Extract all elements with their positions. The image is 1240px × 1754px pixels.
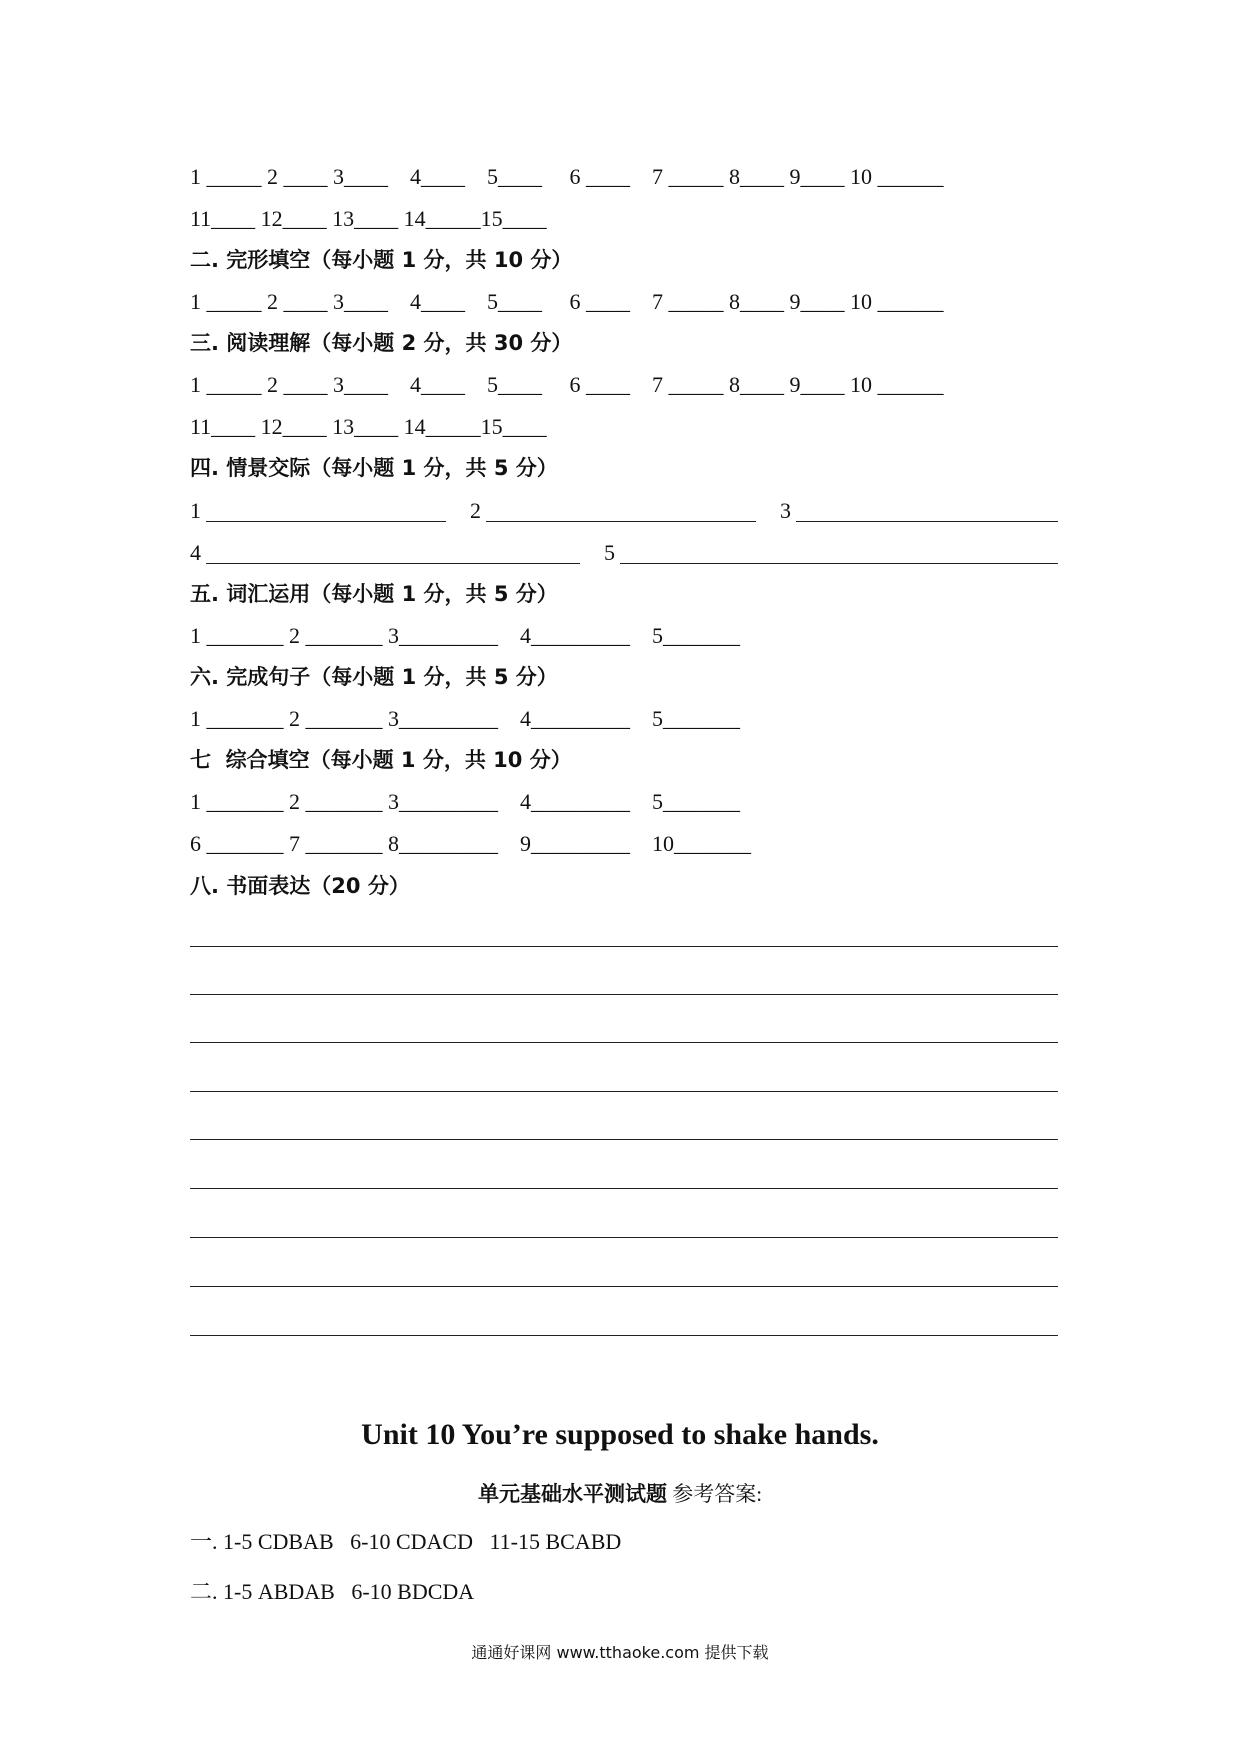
subtitle-answer-label: 参考答案: bbox=[672, 1482, 763, 1506]
writing-line[interactable] bbox=[190, 1042, 1058, 1043]
writing-line[interactable] bbox=[190, 946, 1058, 947]
s4-label-4: 4 bbox=[190, 540, 201, 565]
writing-line[interactable] bbox=[190, 1139, 1058, 1140]
writing-line[interactable] bbox=[190, 1237, 1058, 1238]
answer-line-1: 一. 1-5 CDBAB 6-10 CDACD 11-15 BCABD bbox=[190, 1529, 622, 1554]
s4-label-3: 3 bbox=[780, 498, 791, 523]
s4-label-5: 5 bbox=[604, 540, 615, 565]
section7-heading: 七 综合填空（每小题 1 分，共 10 分） bbox=[190, 748, 572, 772]
section7-row1: 1 _______ 2 _______ 3_________ 4_________ 5_______ bbox=[190, 789, 740, 814]
writing-line[interactable] bbox=[190, 1335, 1058, 1336]
s4-blank-1[interactable] bbox=[206, 521, 446, 522]
s4-label-2: 2 bbox=[470, 498, 481, 523]
section3-row1: 1 _____ 2 ____ 3____ 4____ 5____ 6 ____ 7 _____ 8____ 9____ 10 ______ bbox=[190, 372, 944, 397]
s4-blank-3[interactable] bbox=[796, 521, 1058, 522]
section6-heading: 六. 完成句子（每小题 1 分，共 5 分） bbox=[190, 665, 558, 689]
section8-heading: 八. 书面表达（20 分） bbox=[190, 874, 410, 898]
section6-row1: 1 _______ 2 _______ 3_________ 4_________ 5_______ bbox=[190, 706, 740, 731]
section3-row2: 11____ 12____ 13____ 14_____15____ bbox=[190, 414, 547, 439]
section5-row1: 1 _______ 2 _______ 3_________ 4_________ 5_______ bbox=[190, 623, 740, 648]
s4-blank-4[interactable] bbox=[206, 563, 580, 564]
s4-label-1: 1 bbox=[190, 498, 201, 523]
footer-credit: 通通好课网 www.tthaoke.com 提供下载 bbox=[471, 1643, 769, 1662]
section5-heading: 五. 词汇运用（每小题 1 分，共 5 分） bbox=[190, 582, 558, 606]
section2-heading: 二. 完形填空（每小题 1 分，共 10 分） bbox=[190, 248, 573, 272]
s4-blank-5[interactable] bbox=[620, 563, 1058, 564]
unit-title: Unit 10 You’re supposed to shake hands. bbox=[361, 1418, 879, 1451]
answer-key-subtitle bbox=[0, 1478, 1240, 1508]
section3-heading: 三. 阅读理解（每小题 2 分，共 30 分） bbox=[190, 331, 573, 355]
section7-row2: 6 _______ 7 _______ 8_________ 9_________ 10_______ bbox=[190, 831, 751, 856]
answer-line-2: 二. 1-5 ABDAB 6-10 BDCDA bbox=[190, 1579, 475, 1604]
writing-line[interactable] bbox=[190, 994, 1058, 995]
writing-line[interactable] bbox=[190, 1091, 1058, 1092]
s4-blank-2[interactable] bbox=[486, 521, 756, 522]
section1-row1: 1 _____ 2 ____ 3____ 4____ 5____ 6 ____ 7 _____ 8____ 9____ 10 ______ bbox=[190, 164, 944, 189]
section2-row1: 1 _____ 2 ____ 3____ 4____ 5____ 6 ____ 7 _____ 8____ 9____ 10 ______ bbox=[190, 289, 944, 314]
writing-line[interactable] bbox=[190, 1286, 1058, 1287]
section1-row2: 11____ 12____ 13____ 14_____15____ bbox=[190, 206, 547, 231]
section4-heading: 四. 情景交际（每小题 1 分，共 5 分） bbox=[190, 456, 558, 480]
writing-line[interactable] bbox=[190, 1188, 1058, 1189]
subtitle-test-name: 单元基础水平测试题 bbox=[477, 1482, 667, 1506]
